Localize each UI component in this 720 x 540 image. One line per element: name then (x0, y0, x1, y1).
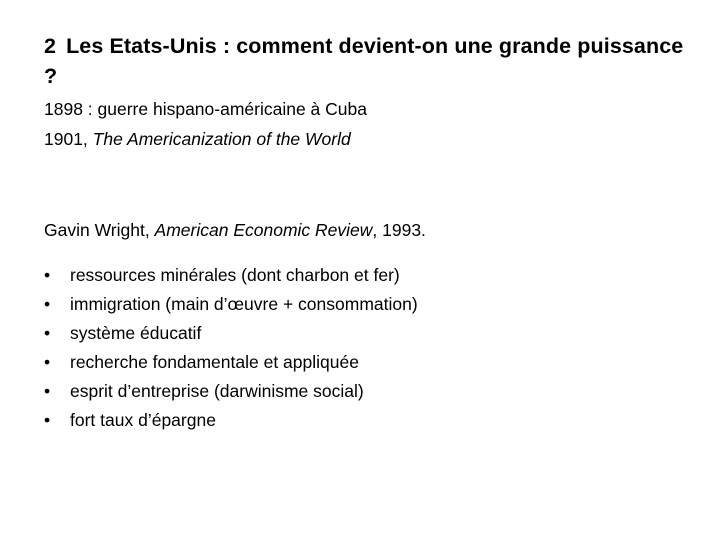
list-item-text: esprit d’entreprise (darwinisme social) (70, 381, 364, 401)
citation-author: Gavin Wright, (44, 220, 155, 240)
bullet-icon: • (44, 323, 51, 343)
list-item-text: système éducatif (70, 323, 202, 343)
citation-line (44, 219, 426, 241)
list-item-text: fort taux d’épargne (70, 410, 216, 430)
bullet-icon: • (44, 410, 51, 430)
list-item (44, 261, 418, 290)
bullet-icon: • (44, 352, 51, 372)
list-item (44, 377, 418, 406)
list-item-text: ressources minérales (dont charbon et fer) (70, 265, 400, 285)
list-item-text: immigration (main d’œuvre + consommation) (70, 294, 418, 314)
event-1898-line (44, 98, 367, 120)
event-1898-text: 1898 : guerre hispano-américaine à Cuba (44, 99, 367, 119)
reference-1901-title: The Americanization of the World (92, 129, 351, 149)
list-item (44, 319, 418, 348)
title-text: Les Etats-Unis : comment devient-on une grande puissance ? (44, 34, 684, 88)
reference-1901-line (44, 128, 351, 150)
list-item (44, 406, 418, 435)
bullet-icon: • (44, 265, 51, 285)
list-item (44, 348, 418, 377)
citation-year: , 1993. (372, 220, 426, 240)
list-item (44, 290, 418, 319)
title-number: 2 (44, 34, 57, 58)
bullet-icon: • (44, 381, 51, 401)
reference-1901-prefix: 1901, (44, 129, 93, 149)
citation-journal: American Economic Review (154, 220, 373, 240)
list-item-text: recherche fondamentale et appliquée (70, 352, 359, 372)
factors-list (44, 261, 418, 435)
bullet-icon: • (44, 294, 51, 314)
slide-title (44, 31, 684, 91)
